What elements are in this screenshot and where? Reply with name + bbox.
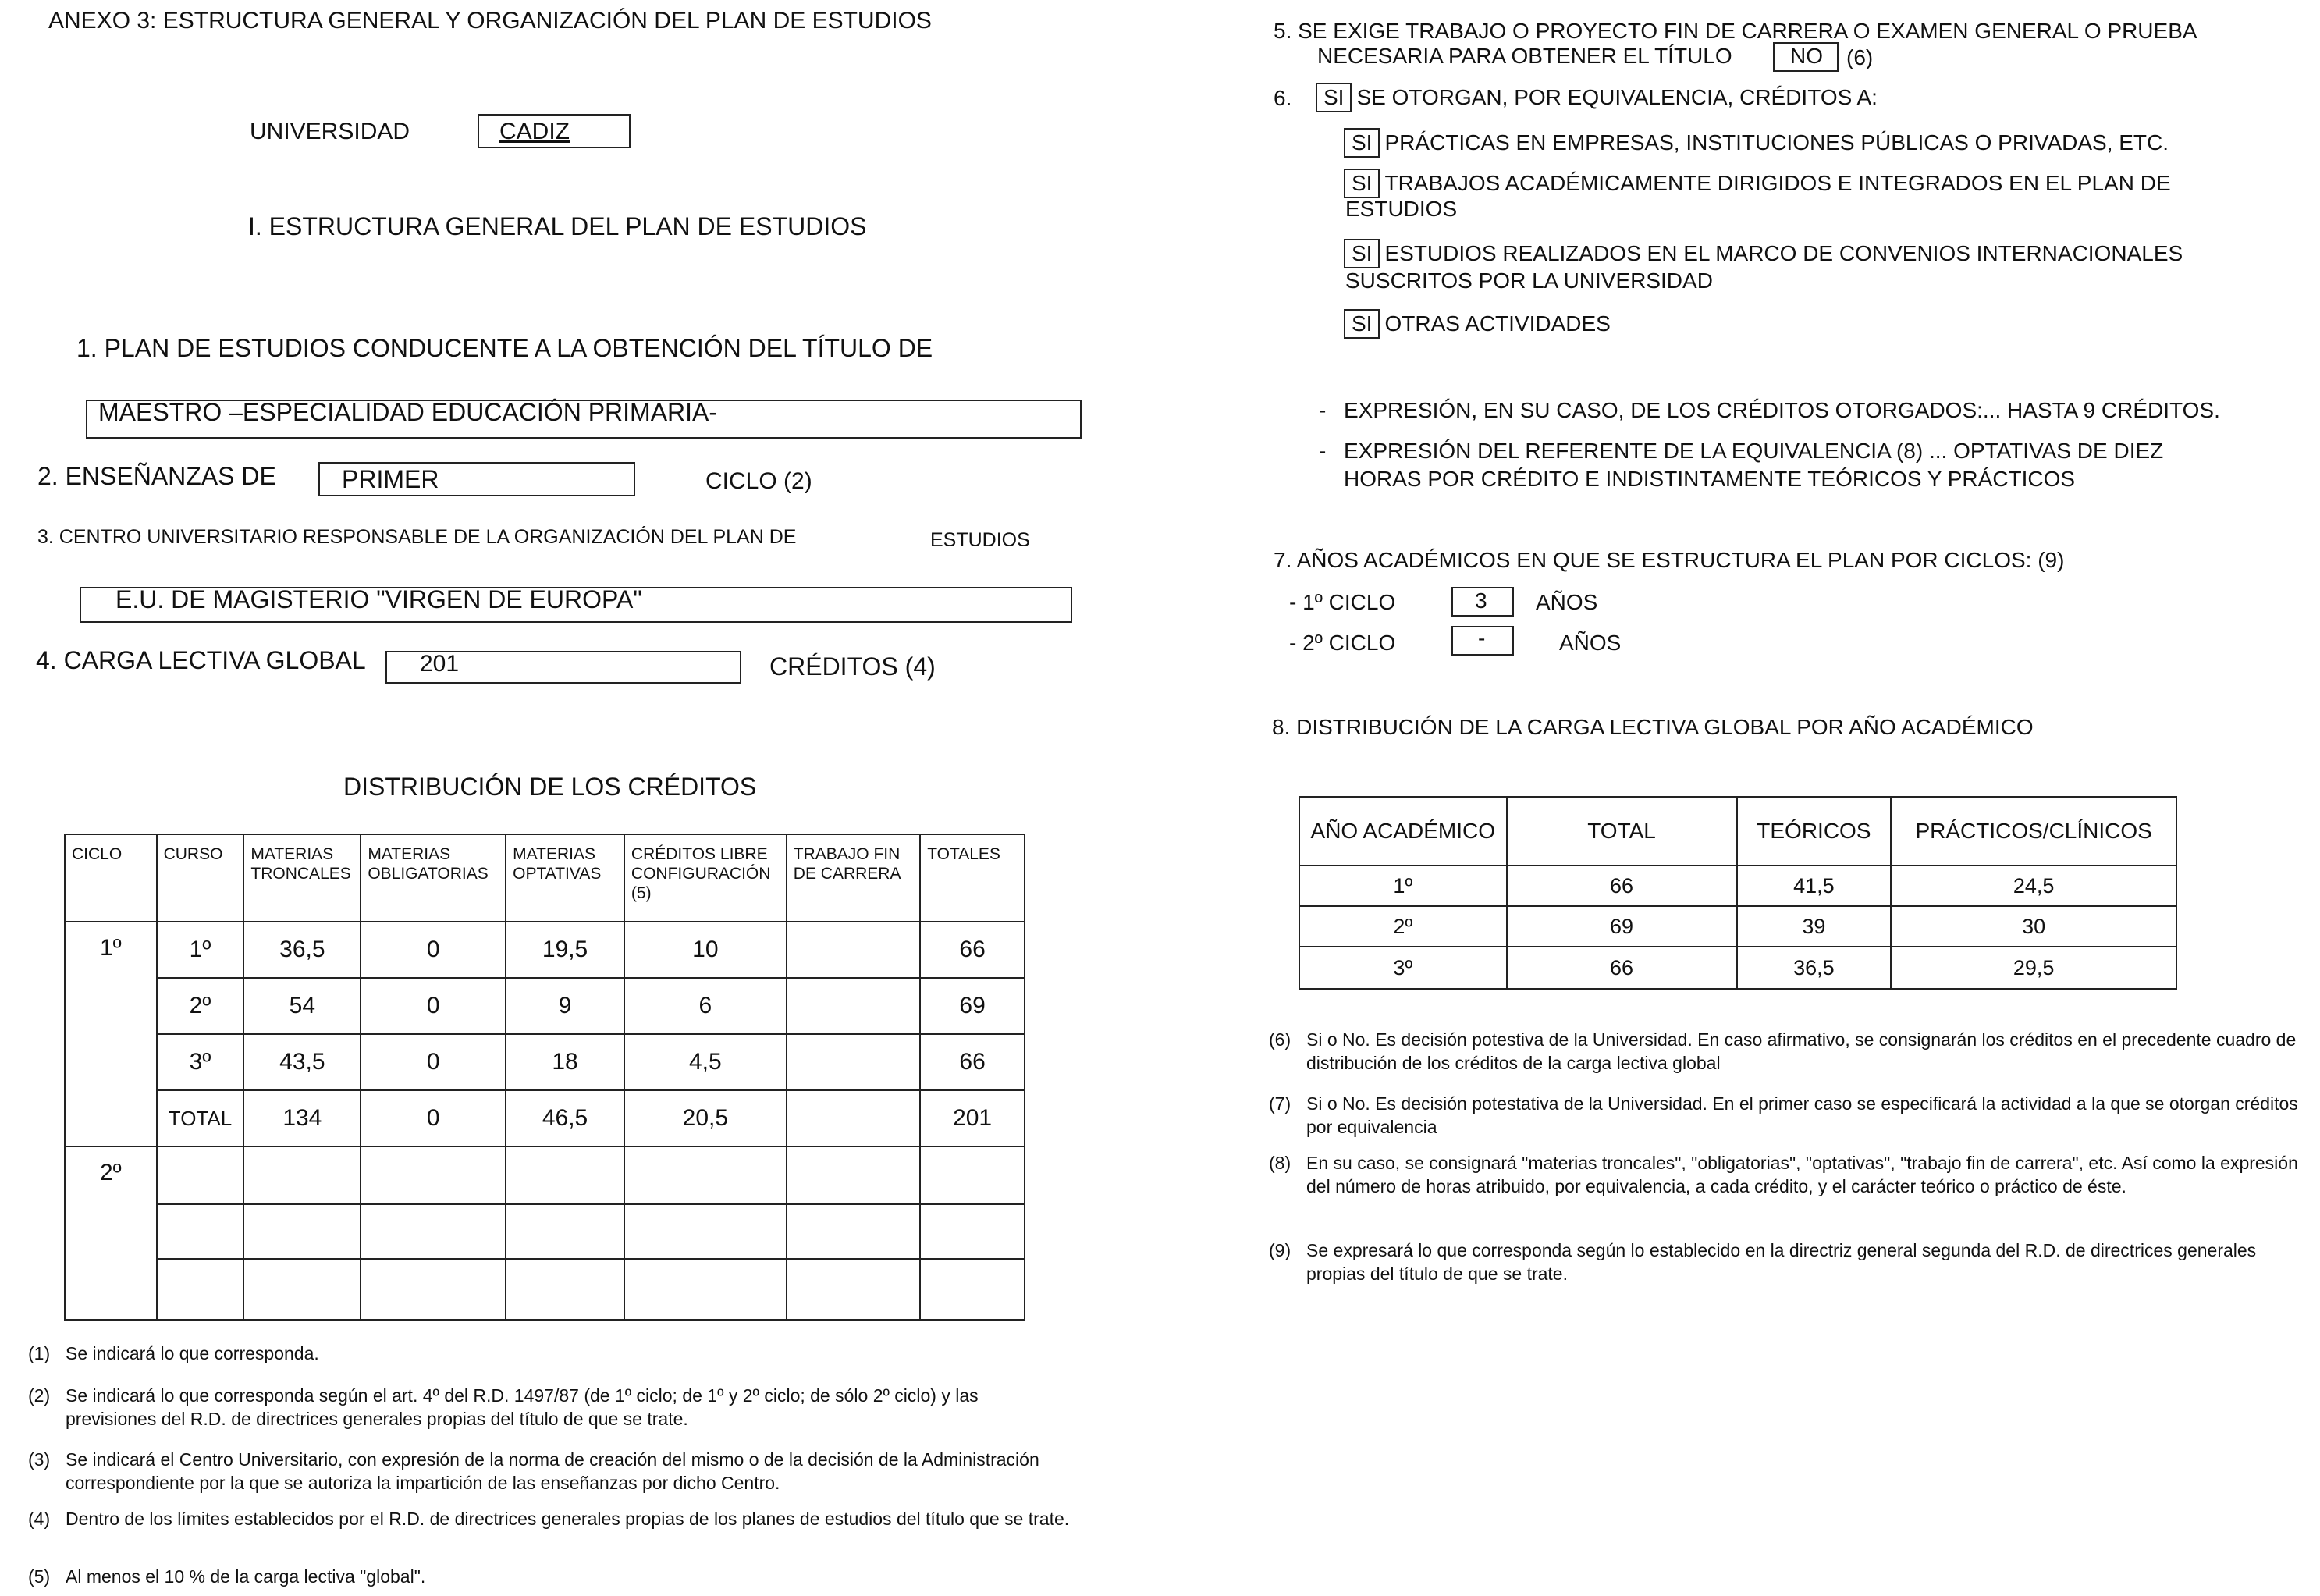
- table-cell: 2º: [1299, 906, 1507, 947]
- sub-label: ESTUDIOS REALIZADOS EN EL MARCO DE CONVENIOS INTERNACIONALES: [1384, 241, 2183, 265]
- table-cell: 18: [506, 1034, 624, 1090]
- ciclo2-anos: AÑOS: [1559, 631, 1622, 655]
- item1-label: 1. PLAN DE ESTUDIOS CONDUCENTE A LA OBTENCIÓN DEL TÍTULO DE: [76, 334, 933, 362]
- year-distribution-table: [1299, 796, 2177, 990]
- table-row: [65, 1259, 1025, 1320]
- table-row: [65, 922, 1025, 978]
- footnote-text: Dentro de los límites establecidos por el R.D. de directrices generales propias de los planes de estudios del título que se trate.: [66, 1509, 1070, 1529]
- table-row: [65, 1034, 1025, 1090]
- table-cell: 2º: [157, 978, 244, 1034]
- item5-line1: 5. SE EXIGE TRABAJO O PROYECTO FIN DE CARRERA O EXAMEN GENERAL O PRUEBA: [1274, 19, 2197, 43]
- table-cell: 1º: [157, 922, 244, 978]
- sub-box: SI: [1344, 128, 1380, 158]
- footnote-text: Si o No. Es decisión potestativa de la Universidad. En el primer caso se especificará la actividad a la que se otorgan créditos por equivalencia: [1306, 1093, 2298, 1137]
- header-ciclo: CICLO: [65, 834, 157, 922]
- year-table-header: [1299, 797, 2176, 866]
- header-curso: CURSO: [157, 834, 244, 922]
- table-cell: 0: [361, 1090, 506, 1146]
- footnote-text: Se expresará lo que corresponda según lo establecido en la directriz general segunda del R.D. de directrices generales propias del título de que se trate.: [1306, 1240, 2257, 1284]
- item6-row: [1316, 83, 1878, 112]
- table-cell: 9: [506, 978, 624, 1034]
- table-row: [1299, 866, 2176, 906]
- sub-box: SI: [1344, 309, 1380, 339]
- credits-table-header: [65, 834, 1025, 922]
- header-optativas: MATERIAS OPTATIVAS: [506, 834, 624, 922]
- table-cell: 0: [361, 978, 506, 1034]
- table-cell: [787, 1034, 920, 1090]
- sub-box: SI: [1344, 239, 1380, 268]
- footnote-number: (4): [28, 1509, 51, 1529]
- footnote-number: (8): [1269, 1153, 1291, 1173]
- header-ano-academico: AÑO ACADÉMICO: [1299, 797, 1507, 866]
- ciclo2-value: -: [1478, 626, 1486, 650]
- footnote-number: (1): [28, 1343, 51, 1363]
- table-row-total: [65, 1090, 1025, 1146]
- table-cell: 29,5: [1891, 947, 2176, 989]
- expression-equivalence-1: EXPRESIÓN DEL REFERENTE DE LA EQUIVALENCIA (8) ... OPTATIVAS DE DIEZ: [1344, 439, 2164, 463]
- header-obligatorias: MATERIAS OBLIGATORIAS: [361, 834, 506, 922]
- ciclo1-anos: AÑOS: [1536, 590, 1598, 614]
- table-cell: 66: [1507, 947, 1737, 989]
- table-cell: TOTAL: [157, 1090, 244, 1146]
- expression-equivalence-2: HORAS POR CRÉDITO E INDISTINTAMENTE TEÓRICOS Y PRÁCTICOS: [1344, 467, 2076, 491]
- item5-line2: NECESARIA PARA OBTENER EL TÍTULO: [1317, 44, 1732, 68]
- sub-label-continued: SUSCRITOS POR LA UNIVERSIDAD: [1345, 268, 1713, 293]
- item4-label: 4. CARGA LECTIVA GLOBAL: [36, 646, 366, 674]
- table-cell: 30: [1891, 906, 2176, 947]
- table-row: [65, 1146, 1025, 1204]
- table-row: [65, 978, 1025, 1034]
- table-cell: 0: [361, 1034, 506, 1090]
- ciclo-1-cell: 1º: [65, 922, 157, 1146]
- annex-title: ANEXO 3: ESTRUCTURA GENERAL Y ORGANIZACIÓN DEL PLAN DE ESTUDIOS: [48, 8, 932, 34]
- footnote-number: (2): [28, 1385, 51, 1406]
- table-row: [1299, 906, 2176, 947]
- sub-label: OTRAS ACTIVIDADES: [1384, 311, 1611, 336]
- expression-credits: EXPRESIÓN, EN SU CASO, DE LOS CRÉDITOS OTORGADOS:... HASTA 9 CRÉDITOS.: [1344, 398, 2220, 422]
- footnote-number: (7): [1269, 1093, 1291, 1114]
- table-cell: 24,5: [1891, 866, 2176, 906]
- header-libre-configuracion: CRÉDITOS LIBRE CONFIGURACIÓN (5): [624, 834, 787, 922]
- table-cell: 4,5: [624, 1034, 787, 1090]
- distribution-title: DISTRIBUCIÓN DE LOS CRÉDITOS: [343, 773, 757, 801]
- footnote-number: (9): [1269, 1240, 1291, 1260]
- footnote-text: Se indicará lo que corresponda según el art. 4º del R.D. 1497/87 (de 1º ciclo; de 1º y 2º ciclo; de sólo 2º ciclo) y las previsiones del R.D. de directrices generales propias del título de que se trate.: [66, 1385, 979, 1429]
- item6-sub-3: [1344, 239, 2183, 268]
- title-value: MAESTRO –ESPECIALIDAD EDUCACIÓN PRIMARIA-: [98, 398, 718, 426]
- table-cell: 69: [920, 978, 1025, 1034]
- item2-suffix: CICLO (2): [705, 468, 812, 494]
- table-cell: 66: [920, 1034, 1025, 1090]
- ciclo-2-cell: 2º: [65, 1146, 157, 1320]
- table-cell: 69: [1507, 906, 1737, 947]
- ciclo2-label: - 2º CICLO: [1289, 631, 1396, 655]
- footnote-text: Si o No. Es decisión potestiva de la Universidad. En caso afirmativo, se consignarán los créditos en el precedente cuadro de distribución de los créditos de la carga lectiva global: [1306, 1029, 2297, 1073]
- ciclo1-label: - 1º CICLO: [1289, 590, 1396, 614]
- item6-label: SE OTORGAN, POR EQUIVALENCIA, CRÉDITOS A:: [1356, 85, 1878, 109]
- table-cell: 66: [1507, 866, 1737, 906]
- carga-value: 201: [420, 651, 460, 677]
- section-title: I. ESTRUCTURA GENERAL DEL PLAN DE ESTUDIOS: [248, 212, 867, 240]
- item6-sub-4: [1344, 309, 1611, 339]
- table-cell: 6: [624, 978, 787, 1034]
- credits-table: [64, 834, 1025, 1321]
- item6-sub-1: [1344, 128, 2169, 158]
- footnote-text: Se indicará lo que corresponda.: [66, 1343, 319, 1363]
- footnote-text: Se indicará el Centro Universitario, con expresión de la norma de creación del mismo o de la decisión de la Administración correspondiente por la que se autoriza la impartición de las enseñanzas por dicho Centro.: [66, 1449, 1039, 1493]
- sub-label: TRABAJOS ACADÉMICAMENTE DIRIGIDOS E INTEGRADOS EN EL PLAN DE: [1384, 171, 2171, 195]
- table-cell: 36,5: [243, 922, 361, 978]
- sub-label: PRÁCTICAS EN EMPRESAS, INSTITUCIONES PÚBLICAS O PRIVADAS, ETC.: [1384, 130, 2169, 155]
- item3-label-end: ESTUDIOS: [930, 529, 1030, 551]
- table-cell: 54: [243, 978, 361, 1034]
- table-cell: 41,5: [1737, 866, 1892, 906]
- table-cell: 134: [243, 1090, 361, 1146]
- table-cell: 66: [920, 922, 1025, 978]
- item5-value: NO: [1790, 44, 1823, 68]
- table-row: [65, 1204, 1025, 1259]
- item2-label: 2. ENSEÑANZAS DE: [37, 462, 276, 490]
- table-cell: 19,5: [506, 922, 624, 978]
- footnote-number: (5): [28, 1566, 51, 1587]
- item6-box: SI: [1316, 83, 1352, 112]
- dash-bullet: -: [1319, 439, 1327, 463]
- header-teoricos: TEÓRICOS: [1737, 797, 1892, 866]
- footnote-text: En su caso, se consignará "materias troncales", "obligatorias", "optativas", "trabajo fin de carrera", etc. Así como la expresión del número de horas atribuido, por equivalencia, a cada crédito, y el carácter teórico o práctico de éste.: [1306, 1153, 2298, 1196]
- item5-suffix: (6): [1846, 45, 1874, 69]
- table-cell: [787, 978, 920, 1034]
- universidad-label: UNIVERSIDAD: [250, 119, 410, 144]
- table-cell: 1º: [1299, 866, 1507, 906]
- table-cell: 46,5: [506, 1090, 624, 1146]
- footnote-text: Al menos el 10 % de la carga lectiva "global".: [66, 1566, 426, 1587]
- ciclo-value: PRIMER: [342, 465, 439, 493]
- table-cell: 43,5: [243, 1034, 361, 1090]
- item8-label: 8. DISTRIBUCIÓN DE LA CARGA LECTIVA GLOBAL POR AÑO ACADÉMICO: [1272, 715, 2034, 739]
- item6-sub-2: [1344, 169, 2171, 198]
- sub-label-continued: ESTUDIOS: [1345, 197, 1458, 221]
- header-practicos: PRÁCTICOS/CLÍNICOS: [1891, 797, 2176, 866]
- item7-label: 7. AÑOS ACADÉMICOS EN QUE SE ESTRUCTURA EL PLAN POR CICLOS: (9): [1274, 548, 2065, 572]
- table-cell: 39: [1737, 906, 1892, 947]
- centro-value: E.U. DE MAGISTERIO "VIRGEN DE EUROPA": [115, 585, 642, 613]
- table-cell: 10: [624, 922, 787, 978]
- table-cell: 36,5: [1737, 947, 1892, 989]
- header-troncales: MATERIAS TRONCALES: [243, 834, 361, 922]
- footnote-number: (6): [1269, 1029, 1291, 1050]
- item6-number: 6.: [1274, 86, 1292, 110]
- header-total: TOTAL: [1507, 797, 1737, 866]
- table-cell: 20,5: [624, 1090, 787, 1146]
- universidad-value: CADIZ: [499, 119, 570, 144]
- footnote-number: (3): [28, 1449, 51, 1470]
- item4-suffix: CRÉDITOS (4): [769, 652, 936, 681]
- sub-box: SI: [1344, 169, 1380, 198]
- table-cell: 201: [920, 1090, 1025, 1146]
- table-cell: 3º: [157, 1034, 244, 1090]
- header-trabajo-fin: TRABAJO FIN DE CARRERA: [787, 834, 920, 922]
- table-row: [1299, 947, 2176, 989]
- ciclo1-value: 3: [1475, 588, 1487, 613]
- table-cell: [787, 922, 920, 978]
- dash-bullet: -: [1319, 398, 1327, 422]
- table-cell: 3º: [1299, 947, 1507, 989]
- table-cell: 0: [361, 922, 506, 978]
- table-cell: [787, 1090, 920, 1146]
- item3-label: 3. CENTRO UNIVERSITARIO RESPONSABLE DE LA ORGANIZACIÓN DEL PLAN DE: [37, 526, 797, 548]
- header-totales: TOTALES: [920, 834, 1025, 922]
